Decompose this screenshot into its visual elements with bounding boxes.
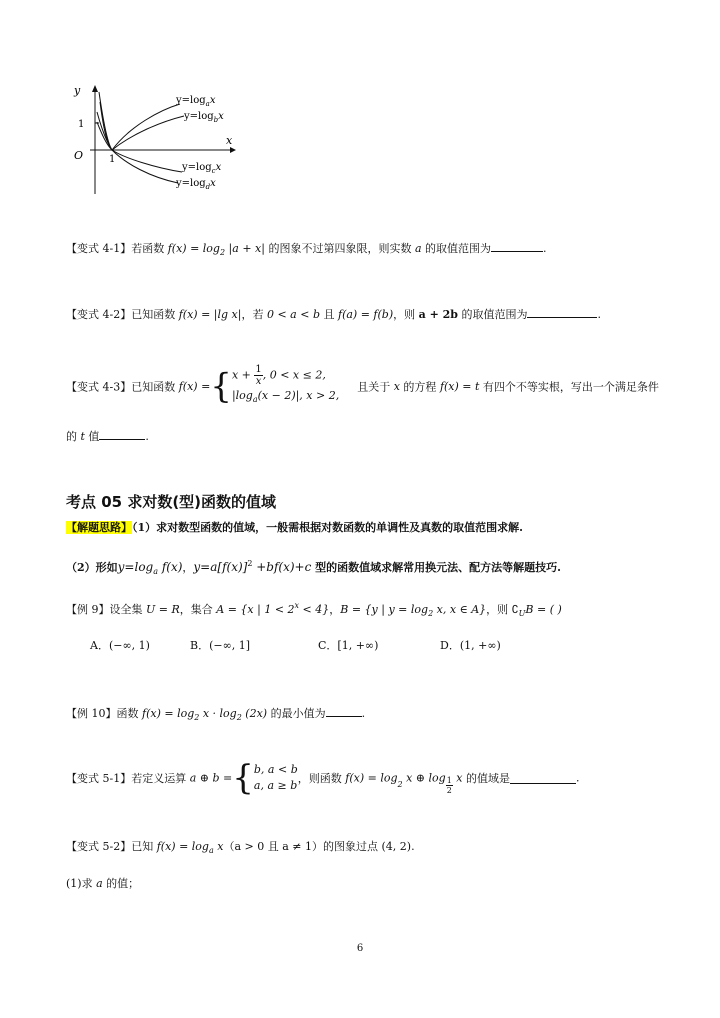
piecewise-cases: b, a < b a, a ≥ b	[253, 763, 298, 792]
question-5-2: 【变式 5-2】已知 $f(x) = \log_a x(a > 0$ 且 a ≠ 1）的图象过点 (4, 2).	[66, 840, 415, 855]
curve-label-c: $y=\log_cx$	[182, 162, 222, 175]
example-9: 【例 9】设全集 U = R，集合 A = {x | $1 < 2^x < 4$}，B = {y | $y = \log_2 x$, x ∈ A}，则 $∁_UB$ = ( )	[66, 601, 562, 618]
question-4-2: 【变式 4-2】已知函数 f(x) = |lg x|，若 0 < a < b 且 f(a) = f(b)，则 a + 2b 的取值范围为 .	[66, 308, 601, 321]
origin-label: O	[74, 149, 84, 162]
question-tag: 【变式 4-3】	[66, 380, 132, 394]
x-tick-label: 1	[109, 154, 116, 165]
question-5-2-part-1: (1)求 a 的值；	[66, 877, 140, 890]
y-axis-arrow	[92, 85, 98, 92]
case-1: x + $\frac{1}{x}$ , 0 < x ≤ 2,	[231, 364, 326, 387]
curve-label-b: $y=\log_bx$	[184, 111, 224, 124]
question-tag: 【变式 5-1】	[66, 772, 132, 785]
question-4-1: 【变式 4-1】若函数 $f(x) = \log_2 |a + x|$ 的图象不过第四象限，则实数 a 的取值范围为 .	[66, 242, 547, 257]
y-tick-label: 1	[78, 119, 85, 130]
piecewise-brace: {	[210, 366, 232, 407]
x-axis-label: x	[226, 134, 233, 147]
piecewise-brace: {	[232, 758, 254, 798]
answer-blank[interactable]	[99, 428, 145, 440]
answer-blank[interactable]	[510, 772, 576, 784]
curve-log-b	[97, 112, 184, 150]
question-tag: 【变式 4-2】	[66, 308, 132, 321]
question-tag: 【例 10】	[66, 707, 117, 720]
piecewise-cases	[232, 364, 339, 409]
log-curves-graph	[60, 82, 250, 200]
option-d[interactable]: D．(1, +∞)	[440, 639, 501, 652]
case-2: $|\log_a(x - 2)|$, x > 2,	[231, 389, 340, 404]
section-title: 考点 05 求对数(型)函数的值域	[66, 493, 277, 511]
tip-paragraph-2: （2）形如$y=\log_a$ f(x)，$y=a[f(x)]^2 +bf(x)+c$ 型的函数值域求解常用换元法、配方法等解题技巧.	[66, 559, 562, 576]
tip-label: 【解题思路】	[66, 521, 132, 534]
curve-log-d	[100, 102, 178, 183]
option-a[interactable]: A．(−∞, 1)	[90, 639, 150, 652]
question-4-3-line2: 的 t 值 .	[66, 430, 149, 443]
question-tag: 【变式 5-2】	[66, 840, 132, 853]
question-tag: 【例 9】	[66, 603, 110, 616]
example-10: 【例 10】函数 $f(x) = \log_2 x \cdot \log_2 (2x)$ 的最小值为 .	[66, 707, 366, 722]
curve-label-d: $y=\log_dx$	[176, 178, 216, 191]
option-c[interactable]: C．[1, +∞)	[318, 639, 379, 652]
answer-blank[interactable]	[491, 240, 543, 252]
option-b[interactable]: B．(−∞, 1]	[190, 639, 251, 652]
answer-blank[interactable]	[527, 306, 597, 318]
curve-label-a: $y=\log_ax$	[176, 95, 216, 108]
page-number: 6	[356, 943, 364, 954]
question-5-1: 【变式 5-1】若定义运算 a ⊕ b ={ b, a < b a, a ≥ b ，则函数 $f(x) = \log_2 x$ ⊕ log $\frac{1}{2}$ x 的值域是 .	[66, 758, 580, 798]
tip-paragraph-1: 【解题思路】（1）求对数型函数的值域，一般需根据对数函数的单调性及真数的取值范围求解.	[66, 521, 523, 534]
answer-blank[interactable]	[326, 705, 362, 717]
x-axis-arrow	[230, 147, 236, 153]
question-4-3: 【变式 4-3】已知函数 f(x) ={ x + $\frac{1}{x}$ , 0 < x ≤ 2, $|\log_a(x - 2)|$, x > 2, 且关于 x 的方程 f(x) = t 有四个不等实根，写出一个满足条件	[66, 364, 659, 409]
y-axis-label: y	[74, 84, 81, 97]
question-tag: 【变式 4-1】	[66, 242, 132, 255]
